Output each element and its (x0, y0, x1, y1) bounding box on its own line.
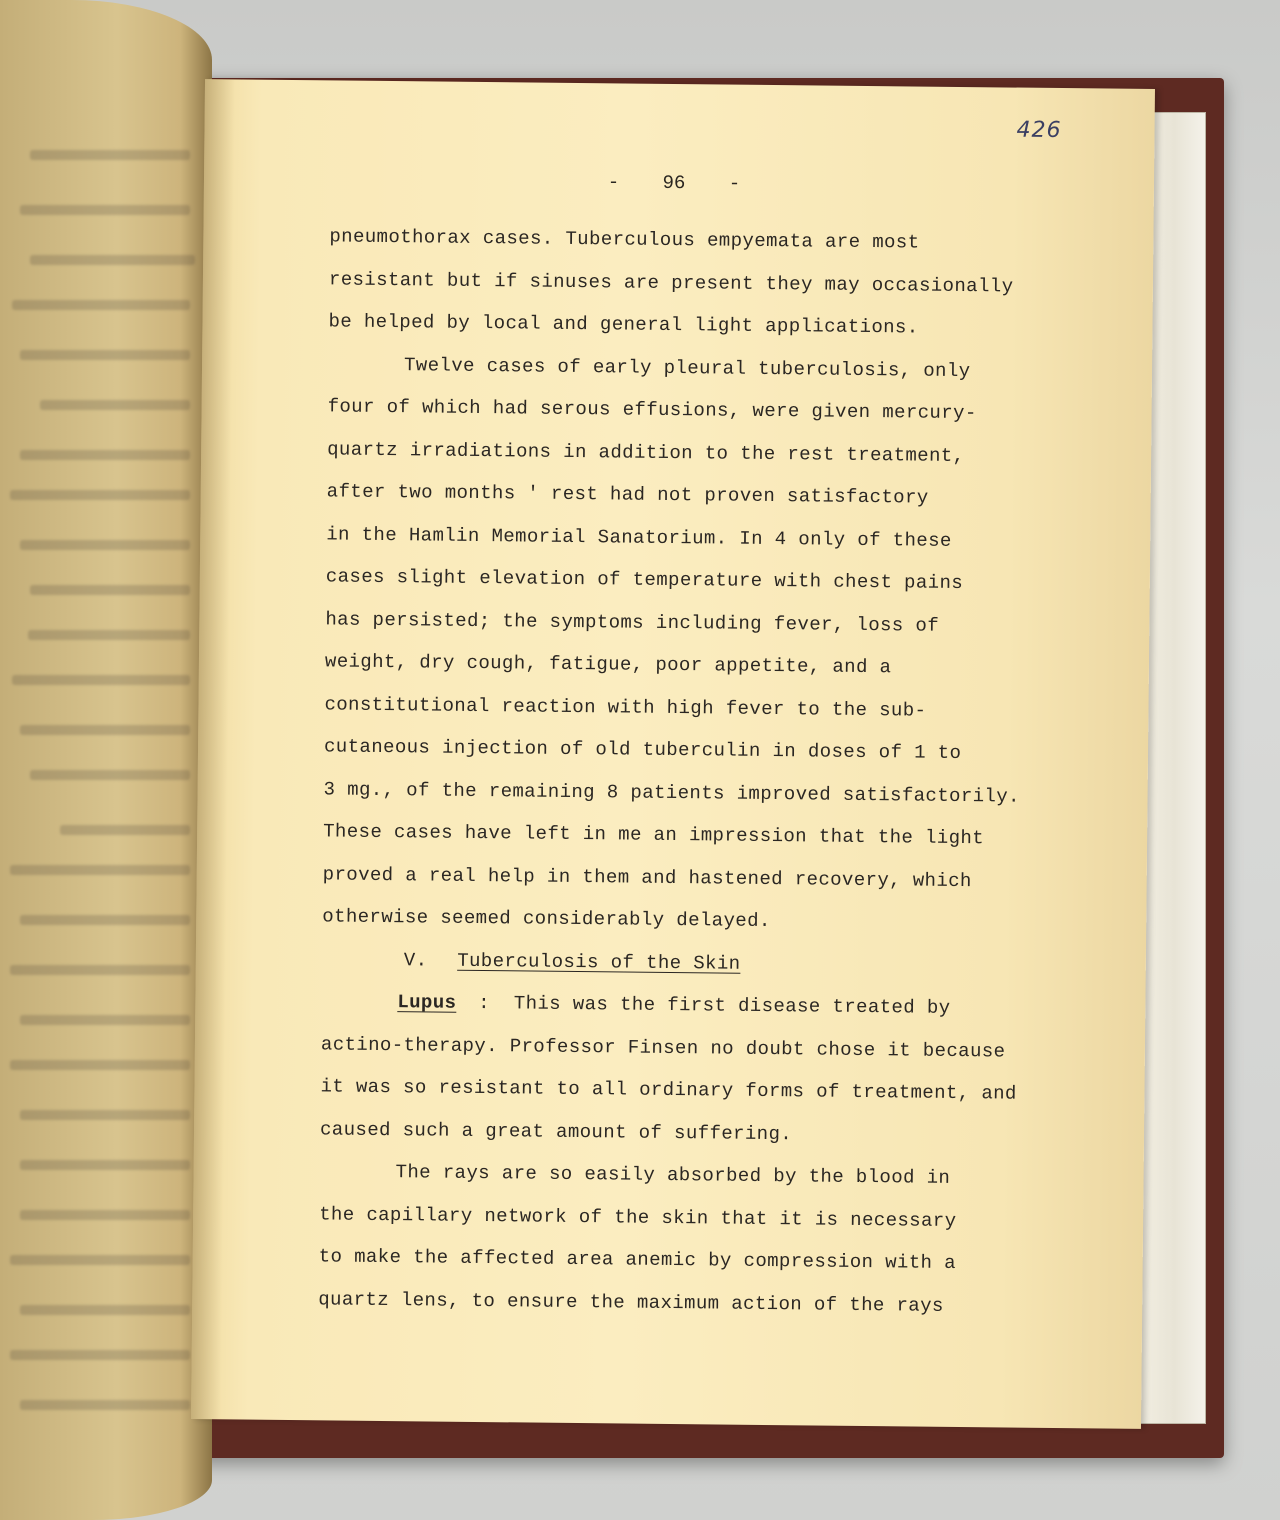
text-line: to make the affected area anemic by compression with a (318, 1245, 957, 1274)
text-line: constitutional reaction with high fever to the sub- (324, 692, 927, 722)
text-line: cutaneous injection of old tuberculin in doses of 1 to (323, 735, 962, 765)
text-line: pneumothorax cases. Tuberculous empyemata are most (329, 225, 920, 254)
text-line: four of which had serous effusions, were given mercury- (327, 395, 977, 425)
text-line: actino-therapy. Professor Finsen no doubt chose it because (320, 1032, 1006, 1062)
section-numeral: V. (403, 948, 428, 971)
lupus-first-line (321, 980, 1041, 1030)
section-heading (322, 938, 1042, 988)
text-line: otherwise seemed considerably delayed. (322, 905, 771, 933)
lupus-separator: : (478, 991, 491, 1015)
text-line: in the Hamlin Memorial Sanatorium. In 4 only of these (326, 522, 952, 552)
text-line: caused such a great amount of suffering. (319, 1117, 793, 1145)
section-title: Tuberculosis of the Skin (457, 949, 741, 975)
lupus-label: Lupus (397, 991, 457, 1014)
text-line: The rays are so easily absorbed by the blood in (395, 1161, 951, 1189)
text-line: quartz lens, to ensure the maximum action of the rays (318, 1287, 944, 1317)
page-number: - 96 - (607, 171, 741, 195)
text-line: proved a real help in them and hastened recovery, which (322, 862, 972, 892)
text-line: after two months ' rest had not proven satisfactory (326, 480, 929, 509)
text-line: resistant but if sinuses are present they may occasionally (328, 267, 1014, 298)
typed-page (191, 79, 1155, 1429)
text-line: be helped by local and general light applications. (328, 310, 919, 339)
facing-left-page (0, 0, 212, 1520)
folio-number: 426 (1016, 117, 1062, 144)
text-line: has persisted; the symptoms including fever, loss of (325, 607, 940, 637)
text-line: the capillary network of the skin that it is necessary (319, 1202, 957, 1232)
body-text (318, 215, 1050, 1327)
text-line: Twelve cases of early pleural tuberculosis, only (403, 353, 971, 382)
text-line: 3 mg., of the remaining 8 patients improved satisfactorily. (323, 777, 1021, 808)
text-line: quartz irradiations in addition to the rest treatment, (327, 437, 965, 467)
text-line: weight, dry cough, fatigue, poor appetite, and a (324, 650, 892, 679)
text-line: These cases have left in me an impression that the light (323, 820, 985, 850)
lupus-first-text: This was the first disease treated by (513, 992, 951, 1019)
text-line: cases slight elevation of temperature with chest pains (325, 565, 964, 595)
text-line: it was so resistant to all ordinary forms of treatment, and (320, 1075, 1017, 1105)
